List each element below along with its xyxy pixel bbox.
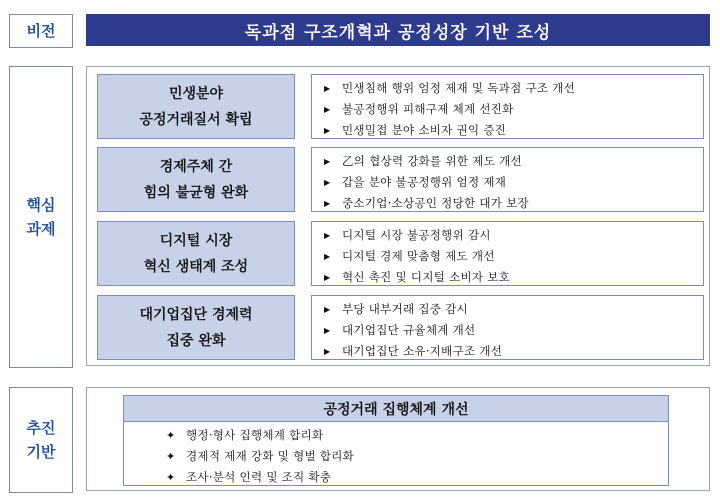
list-item-text: 디지털 시장 불공정행위 감시 [342,228,491,242]
list-item-text: 대기업집단 규율체계 개선 [342,323,476,337]
list-item-text: 불공정행위 피해구제 체계 선진화 [342,102,514,116]
vision-label-box [9,14,73,48]
triangle-bullet-icon: ▶ [324,105,331,114]
triangle-bullet-icon: ▶ [324,126,331,135]
triangle-bullet-icon: ▶ [324,305,331,314]
core-tasks-panel [86,66,710,366]
foundation-label-box [9,387,73,493]
core-tasks-label-box [9,66,73,368]
foundation-title: 공정거래 집행체계 개선 [323,401,469,418]
list-item [312,151,703,172]
task-title [97,74,295,139]
list-item [124,467,668,488]
list-item-text: 디지털 경제 맞춤형 제도 개선 [342,249,495,263]
task-title-line1: 경제주체 간 [159,158,233,175]
foundation-label-line2: 기반 [26,443,56,461]
triangle-bullet-icon: ▶ [324,157,331,166]
task-items-list [311,221,704,286]
task-title-line1: 디지털 시장 [159,232,233,249]
foundation-items-list [123,421,669,486]
foundation-panel [86,387,710,491]
triangle-bullet-icon: ▶ [324,252,331,261]
list-item-text: 부당 내부거래 집중 감시 [342,302,468,316]
list-item [312,78,703,99]
list-item [312,225,703,246]
list-item-text: 중소기업·소상공인 정당한 대가 보장 [342,196,529,210]
task-title-line2: 집중 완화 [166,332,226,349]
list-item [312,99,703,120]
triangle-bullet-icon: ▶ [324,273,331,282]
list-item-text: 혁신 촉진 및 디지털 소비자 보호 [342,270,511,284]
task-title-line1: 민생분야 [168,85,224,102]
task-title-line2: 혁신 생태계 조성 [143,258,249,275]
list-item [312,267,703,288]
task-items-list [311,295,704,360]
task-items-list [311,74,704,139]
task-title [97,295,295,360]
list-item [312,246,703,267]
vision-banner [86,14,710,46]
list-item-text: 갑을 분야 불공정행위 엄정 제재 [342,175,507,189]
triangle-bullet-icon: ▶ [324,347,331,356]
list-item-text: 대기업집단 소유·지배구조 개선 [342,344,503,358]
core-tasks-label-line2: 과제 [26,220,56,238]
list-item [312,320,703,341]
foundation-label-line1: 추진 [26,419,56,437]
list-item-text: 민생침해 행위 엄정 제재 및 독과점 구조 개선 [342,81,576,95]
vision-label: 비전 [26,22,56,40]
list-item [312,341,703,362]
foundation-title-box [123,395,669,422]
list-item-text: 경제적 제재 강화 및 형벌 합리화 [186,449,355,463]
star-bullet-icon: ✦ [166,471,176,484]
task-title [97,221,295,286]
triangle-bullet-icon: ▶ [324,199,331,208]
triangle-bullet-icon: ▶ [324,326,331,335]
triangle-bullet-icon: ▶ [324,178,331,187]
task-items-list [311,147,704,212]
vision-text: 독과점 구조개혁과 공정성장 기반 조성 [244,22,552,43]
list-item [312,172,703,193]
list-item [124,446,668,467]
star-bullet-icon: ✦ [166,429,176,442]
task-title-line1: 대기업집단 경제력 [139,306,253,323]
task-title-line2: 공정거래질서 확립 [139,111,253,128]
list-item-text: 행정·형사 집행체계 합리화 [186,428,324,442]
list-item [312,299,703,320]
task-title-line2: 힘의 불균형 완화 [143,184,249,201]
list-item-text: 조사·분석 인력 및 조직 확충 [186,470,332,484]
list-item-text: 乙의 협상력 강화를 위한 제도 개선 [342,154,522,168]
triangle-bullet-icon: ▶ [324,231,331,240]
list-item [312,120,703,141]
core-tasks-label-line1: 핵심 [26,196,56,214]
triangle-bullet-icon: ▶ [324,84,331,93]
task-title [97,147,295,212]
list-item [124,425,668,446]
list-item-text: 민생밀접 분야 소비자 권익 증진 [342,123,507,137]
list-item [312,193,703,214]
star-bullet-icon: ✦ [166,450,176,463]
